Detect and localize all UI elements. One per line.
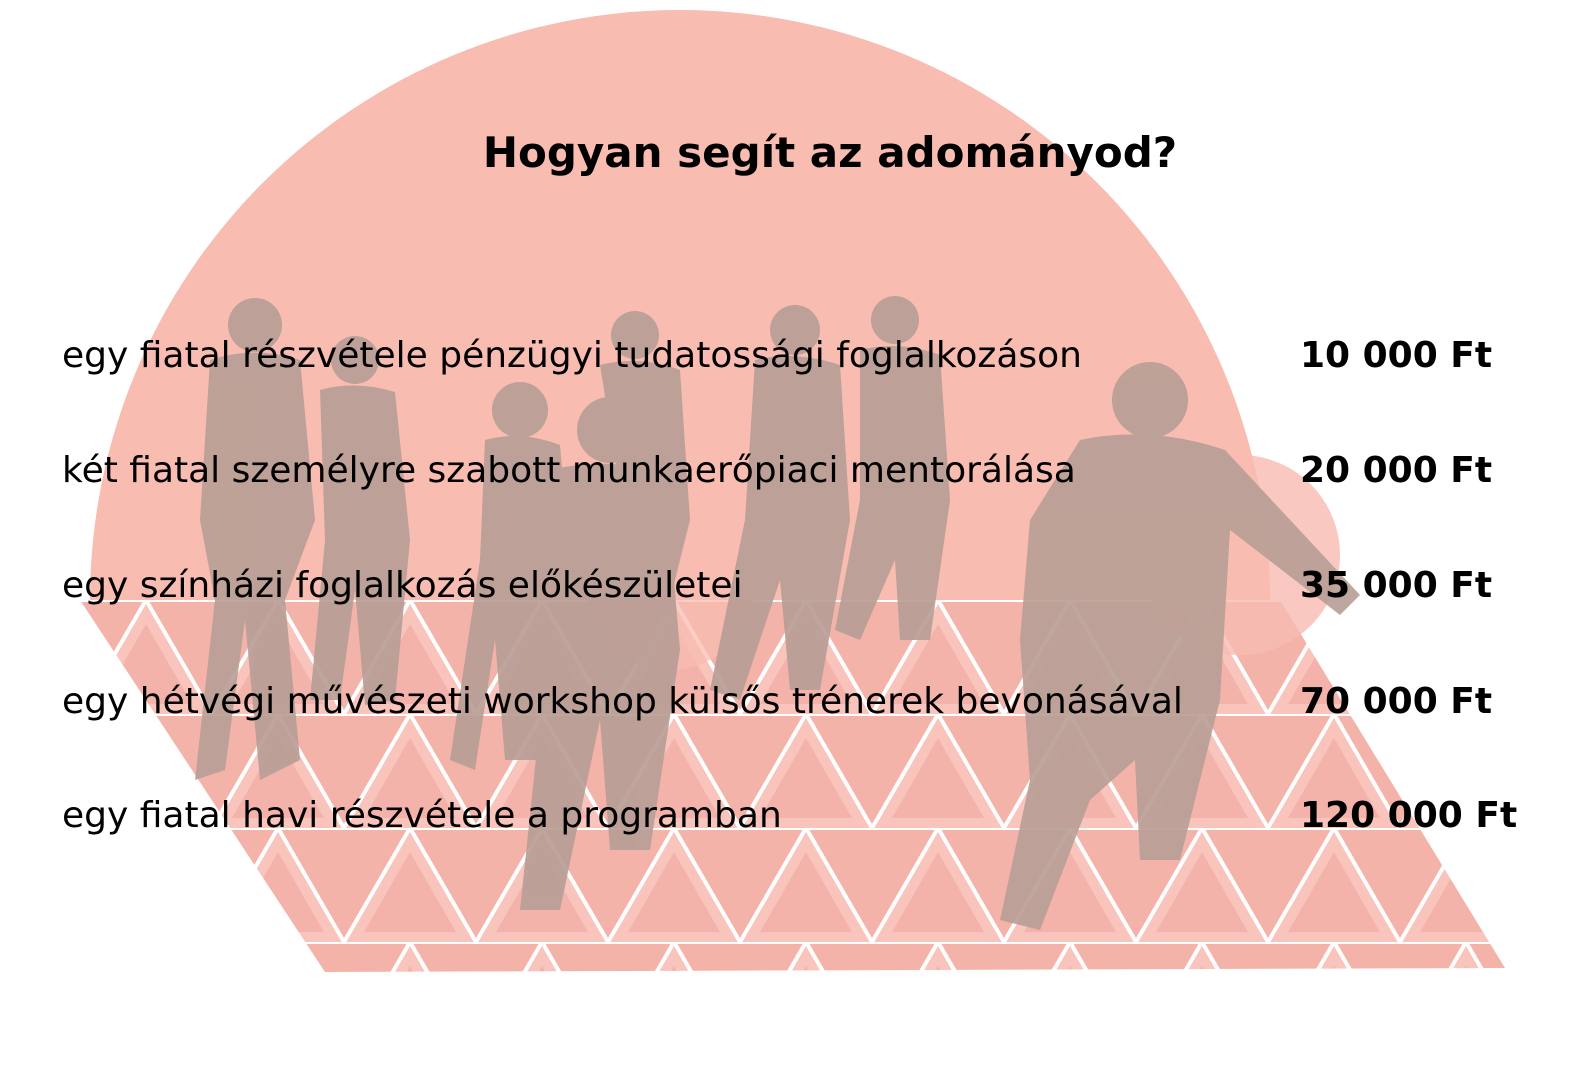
page-title: Hogyan segít az adományod? bbox=[482, 128, 1178, 177]
donation-item-label: egy hétvégi művészeti workshop külsős trénerek bevonásával bbox=[62, 681, 1183, 722]
donation-item bbox=[0, 326, 1580, 386]
donation-item-amount: 70 000 Ft bbox=[1300, 681, 1493, 722]
donation-item-label: egy színházi foglalkozás előkészületei bbox=[62, 565, 743, 606]
donation-item-label: két fiatal személyre szabott munkaerőpiaci mentorálása bbox=[62, 450, 1076, 491]
donation-item-label: egy fiatal havi részvétele a programban bbox=[62, 795, 782, 836]
donation-item bbox=[0, 786, 1580, 846]
donation-item-amount: 10 000 Ft bbox=[1300, 335, 1493, 376]
donation-item bbox=[0, 441, 1580, 501]
donation-item-amount: 35 000 Ft bbox=[1300, 565, 1493, 606]
donation-item bbox=[0, 556, 1580, 616]
donation-item-amount: 20 000 Ft bbox=[1300, 450, 1493, 491]
donation-item-label: egy fiatal részvétele pénzügyi tudatossági foglalkozáson bbox=[62, 335, 1082, 376]
donation-item bbox=[0, 672, 1580, 732]
donation-item-amount: 120 000 Ft bbox=[1300, 795, 1518, 836]
